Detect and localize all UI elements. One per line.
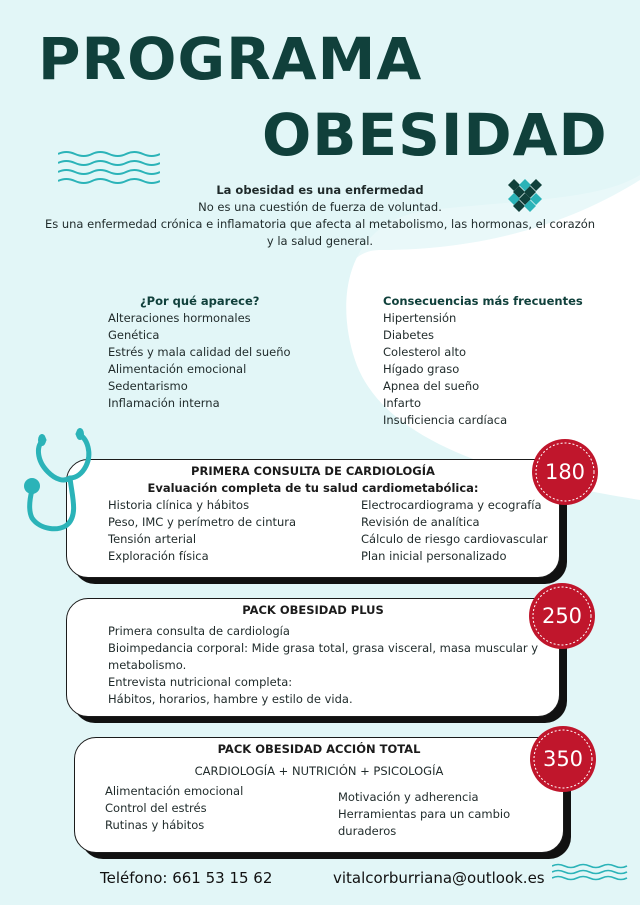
- consequences-heading: Consecuencias más frecuentes: [383, 294, 583, 308]
- card3-item: Herramientas para un cambio duraderos: [338, 807, 511, 838]
- waves-icon: [58, 150, 160, 186]
- cause-item: Genética: [108, 328, 160, 342]
- cause-item: Inflamación interna: [108, 396, 220, 410]
- consequence-item: Colesterol alto: [383, 345, 467, 359]
- price-350: 350: [542, 747, 584, 771]
- intro-heading: La obesidad es una enfermedad: [216, 183, 424, 197]
- card1-item: Peso, IMC y perímetro de cintura: [108, 515, 297, 529]
- card1-item: Cálculo de riesgo cardiovascular: [361, 532, 548, 546]
- card3-item: Rutinas y hábitos: [105, 818, 205, 832]
- cause-item: Sedentarismo: [108, 379, 188, 393]
- card-primera-consulta: [66, 459, 560, 578]
- consequence-item: Infarto: [383, 396, 422, 410]
- cause-item: Alteraciones hormonales: [108, 311, 251, 325]
- cause-item: Estrés y mala calidad del sueño: [108, 345, 291, 359]
- price-badge-180: [530, 437, 600, 507]
- card2-body: [108, 623, 538, 708]
- intro-line-1: No es una cuestión de fuerza de voluntad.: [198, 200, 442, 214]
- card1-item: Revisión de analítica: [361, 515, 480, 529]
- footer-phone: Teléfono: 661 53 15 62: [100, 869, 273, 887]
- card2-line: Primera consulta de cardiología: [108, 624, 290, 638]
- consequences-list: [383, 293, 583, 429]
- causes-list: [108, 293, 291, 412]
- card1-item: Tensión arterial: [108, 532, 197, 546]
- card3-left-list: [105, 783, 243, 834]
- card3-right-list: [338, 789, 563, 840]
- card2-line: metabolismo.: [108, 658, 187, 672]
- card3-subtitle: CARDIOLOGÍA + NUTRICIÓN + PSICOLOGÍA: [194, 764, 444, 778]
- card3-item: Motivación y adherencia: [338, 790, 479, 804]
- card2-line: Entrevista nutricional completa:: [108, 675, 293, 689]
- intro-section: [40, 182, 600, 250]
- card3-item: Control del estrés: [105, 801, 207, 815]
- intro-line-3: y la salud general.: [266, 234, 374, 248]
- price-250: 250: [541, 604, 583, 628]
- footer-email: vitalcorburriana@outlook.es: [333, 869, 545, 887]
- card3-title: PACK OBESIDAD ACCIÓN TOTAL: [217, 742, 421, 756]
- price-badge-250: [527, 581, 597, 651]
- card1-left-list: [108, 497, 296, 565]
- price-180: 180: [544, 460, 586, 484]
- card-pack-accion-total: [74, 737, 564, 853]
- card2-title: PACK OBESIDAD PLUS: [242, 603, 384, 617]
- consequence-item: Hipertensión: [383, 311, 457, 325]
- causes-heading: ¿Por qué aparece?: [140, 294, 260, 308]
- card1-subtitle: Evaluación completa de tu salud cardiometabólica:: [147, 481, 479, 495]
- price-badge-350: [528, 724, 598, 794]
- card1-item: Historia clínica y hábitos: [108, 498, 250, 512]
- consequence-item: Diabetes: [383, 328, 435, 342]
- title-line-1: PROGRAMA: [38, 25, 423, 93]
- consequence-item: Hígado graso: [383, 362, 460, 376]
- intro-line-2: Es una enfermedad crónica e inflamatoria que afecta al metabolismo, las hormonas, el corazón: [44, 217, 596, 231]
- consequence-item: Apnea del sueño: [383, 379, 480, 393]
- title-line-2: OBESIDAD: [262, 101, 608, 169]
- stethoscope-icon: [20, 426, 110, 536]
- consequence-item: Insuficiencia cardíaca: [383, 413, 508, 427]
- card2-line: Bioimpedancia corporal: Mide grasa total, grasa visceral, masa muscular y: [108, 641, 539, 655]
- card-pack-plus: [66, 598, 560, 717]
- card3-item: Alimentación emocional: [105, 784, 244, 798]
- card1-item: Electrocardiograma y ecografía: [361, 498, 542, 512]
- cause-item: Alimentación emocional: [108, 362, 247, 376]
- waves-icon: [552, 862, 628, 886]
- card1-title: PRIMERA CONSULTA DE CARDIOLOGÍA: [191, 464, 435, 478]
- card1-right-list: [361, 497, 548, 565]
- card2-line: Hábitos, horarios, hambre y estilo de vida.: [108, 692, 353, 706]
- card1-item: Plan inicial personalizado: [361, 549, 507, 563]
- card1-item: Exploración física: [108, 549, 209, 563]
